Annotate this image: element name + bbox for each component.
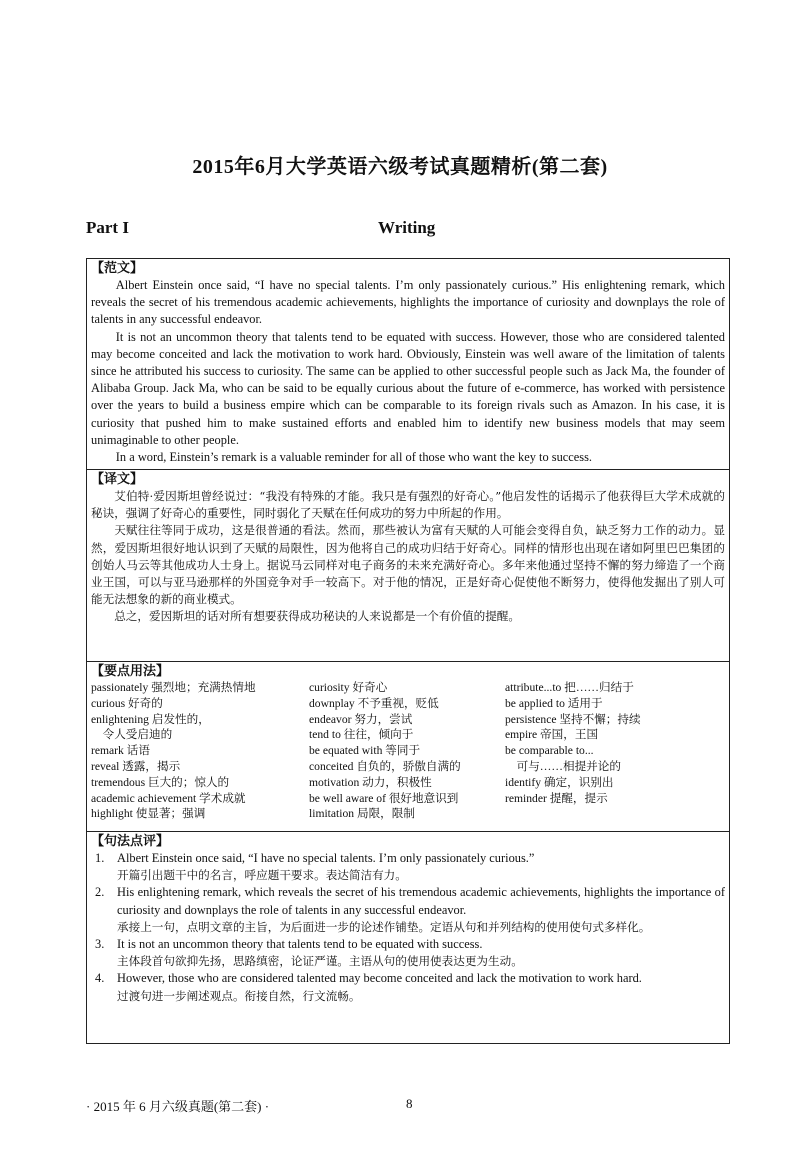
analysis-english: Albert Einstein once said, “I have no special talents. I’m only passionately curious.” — [117, 851, 535, 865]
vocab-column — [505, 680, 715, 822]
part-label: Part I — [86, 218, 129, 237]
vocab-entry: motivation 动力，积极性 — [309, 775, 432, 789]
vocab-entry: passionately 强烈地；充满热情地 — [91, 681, 256, 694]
page-number: 8 — [406, 1096, 413, 1111]
analysis-chinese: 承接上一句，点明文章的主旨，为后面进一步的论述作铺垫。定语从句和并列结构的使用使句式多样化。 — [117, 919, 651, 934]
analysis-chinese: 主体段首句欲抑先扬，思路缜密，论证严谨。主语从句的使用使表达更为生动。 — [117, 954, 523, 969]
page-footer — [86, 1096, 746, 1116]
vocab-entry: limitation 局限，限制 — [309, 807, 415, 821]
vocab-column — [309, 680, 505, 822]
sentence-analysis-heading: 【句法点评】 — [91, 833, 170, 848]
analysis-english: His enlightening remark, which reveals the secret of his tremendous academic achievements, highlights the importance of curiosity and downplays the role of talents in any successful endeavor. — [117, 885, 725, 917]
key-usage-section — [87, 661, 729, 831]
vocab-entry: be comparable to... — [505, 744, 594, 758]
vocab-entry: downplay 不予重视，贬低 — [309, 696, 439, 710]
vocab-entry: empire 帝国，王国 — [505, 728, 599, 742]
vocab-entry: conceited 自负的，骄傲自满的 — [309, 759, 461, 773]
page-title: 2015年6月大学英语六级考试真题精析(第二套) — [192, 156, 608, 178]
vocab-entry: be equated with 等同于 — [309, 744, 421, 758]
analysis-chinese: 开篇引出题干中的名言，呼应题干要求。表达简洁有力。 — [117, 868, 407, 883]
essay-paragraph: It is not an uncommon theory that talents tend to be equated with success. However, those who are considered talented may become conceited and lack the motivation to work hard. Obviously, Einstein was well aware of the limitation of talents since he attributed his success to curiosity. The same can be applied to other successful people such as Jack Ma, the founder of Alibaba Group. Jack Ma, who can be said to be equally curious about the future of e-commerce, has worked with persistence over the years to build a business empire which can be comparable to its foreign rivals such as Amazon. In his case, it is curiosity that pushed him to make sustained efforts and enabled him to identify new business models that may seem unimaginable to other people. — [91, 329, 725, 447]
analysis-item — [91, 884, 725, 936]
vocab-column — [91, 680, 309, 822]
vocab-entry: be applied to 适用于 — [505, 696, 603, 710]
vocab-entry: curiosity 好奇心 — [309, 681, 388, 694]
translation-paragraph: 天赋往往等同于成功，这是很普通的看法。然而，那些被认为富有天赋的人可能会变得自负，缺乏努力工作的动力。显然，爱因斯坦很好地认识到了天赋的局限性，因为他将自己的成功归结于好奇心。同样的情形也出现在诸如阿里巴巴集团的创始人马云等其他成功人士身上。据说马云同样对电子商务的未来充满好奇心。多年来他通过坚持不懈的努力缔造了一个商业王国，可以与亚马逊那样的外国竞争对手一较高下。对于他的情况，正是好奇心促使他不断努力，使得他发掘出了别人可能无法想象的新的商业模式。 — [91, 523, 725, 607]
analysis-number: 3. — [95, 937, 105, 952]
essay-paragraph: In a word, Einstein’s remark is a valuable reminder for all of those who want the key to success. — [115, 450, 593, 465]
vocab-entry: identify 确定，识别出 — [505, 775, 614, 789]
vocab-grid — [91, 680, 725, 822]
vocab-entry: reveal 透露，揭示 — [91, 759, 181, 773]
vocab-entry: attribute...to 把……归结于 — [505, 681, 634, 694]
analysis-item — [91, 970, 725, 1004]
translation-heading: 【译文】 — [91, 471, 144, 486]
part-header — [86, 218, 714, 242]
vocab-entry: tend to 往往，倾向于 — [309, 728, 414, 742]
vocab-entry: persistence 坚持不懈；持续 — [505, 712, 641, 726]
vocab-entry: enlightening 启发性的， — [91, 712, 210, 726]
part-title: Writing — [378, 218, 436, 237]
translation-paragraph: 艾伯特·爱因斯坦曾经说过：“我没有特殊的才能。我只是有强烈的好奇心。”他启发性的话揭示了他获得巨大学术成就的秘诀，强调了好奇心的重要性，同时弱化了天赋在任何成功的努力中所起的作用。 — [91, 489, 725, 521]
model-essay-heading: 【范文】 — [91, 260, 144, 275]
vocab-entry: remark 话语 — [91, 744, 150, 758]
vocab-entry: be well aware of 很好地意识到 — [309, 791, 459, 805]
vocab-entry: tremendous 巨大的；惊人的 — [91, 775, 230, 789]
essay-paragraph: Albert Einstein once said, “I have no special talents. I’m only passionately curious.” His enlightening remark, which reveals the secret of his tremendous academic achievements, highlights the importance of curiosity and downplays the role of talents in any successful endeavor. — [91, 278, 725, 327]
vocab-entry: endeavor 努力，尝试 — [309, 712, 413, 726]
model-essay-section — [87, 259, 729, 469]
vocab-entry: 可与……相提并论的 — [505, 759, 621, 773]
analysis-number: 1. — [95, 851, 105, 865]
vocab-entry: 令人受启迪的 — [91, 728, 173, 742]
vocab-entry: reminder 提醒，提示 — [505, 791, 608, 805]
analysis-number: 2. — [95, 885, 105, 900]
sentence-analysis-section — [87, 831, 729, 1043]
vocab-entry: highlight 使显著；强调 — [91, 807, 206, 821]
footer-label: · 2015 年 6 月六级真题(第二套) · — [86, 1099, 270, 1114]
analysis-english: It is not an uncommon theory that talents tend to be equated with success. — [117, 937, 483, 952]
translation-section — [87, 469, 729, 661]
translation-paragraph: 总之，爱因斯坦的话对所有想要获得成功秘诀的人来说都是一个有价值的提醒。 — [114, 609, 520, 624]
vocab-entry: curious 好奇的 — [91, 696, 163, 710]
analysis-item — [91, 936, 725, 970]
analysis-english: However, those who are considered talented may become conceited and lack the motivation to work hard. — [117, 971, 642, 986]
analysis-item — [91, 850, 725, 884]
key-usage-heading: 【要点用法】 — [91, 663, 170, 678]
analysis-chinese: 过渡句进一步阐述观点。衔接自然，行文流畅。 — [117, 988, 361, 1003]
content-frame — [86, 258, 730, 1044]
analysis-number: 4. — [95, 971, 105, 986]
vocab-entry: academic achievement 学术成就 — [91, 791, 246, 805]
